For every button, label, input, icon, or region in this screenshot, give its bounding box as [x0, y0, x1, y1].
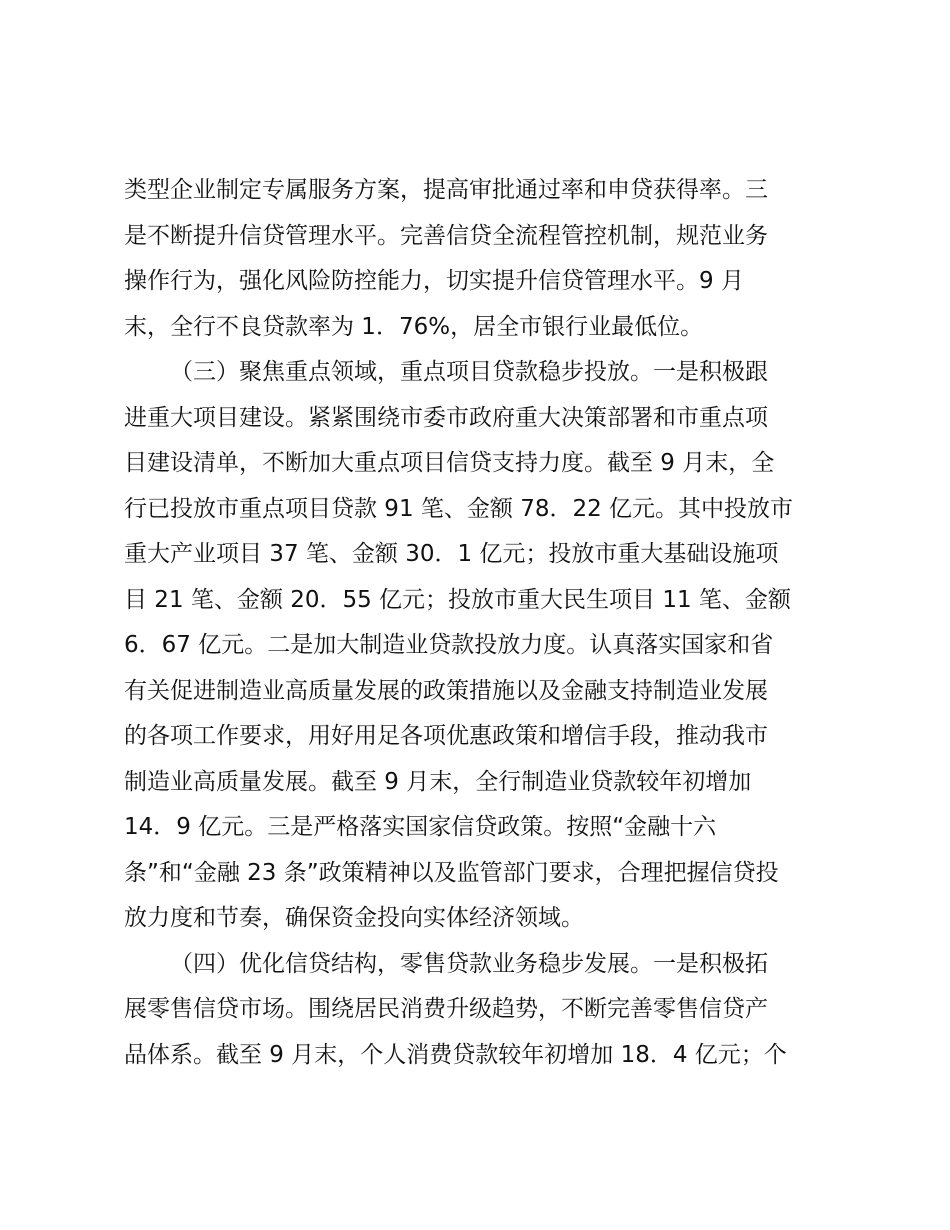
text-line: 条”和“金融 23 条”政策精神以及监管部门要求，合理把握信贷投	[124, 859, 779, 886]
text-line: 6．67 亿元。二是加大制造业贷款投放力度。认真落实国家和省	[124, 632, 774, 658]
text-line: 的各项工作要求，用好用足各项优惠政策和增信手段，推动我市	[124, 723, 768, 749]
text-line: 目 21 笔、金额 20．55 亿元；投放市重大民生项目 11 笔、金额	[124, 586, 791, 613]
text-line: 目建设清单，不断加大重点项目信贷支持力度。截至 9 月末，全	[124, 450, 775, 476]
text-line: 进重大项目建设。紧紧围绕市委市政府重大决策部署和市重点项	[124, 404, 768, 431]
text-line: 放力度和节奏，确保资金投向实体经济领域。	[124, 905, 584, 931]
text-line: 品体系。截至 9 月末，个人消费贷款较年初增加 18．4 亿元；个	[124, 1041, 787, 1068]
text-line: 制造业高质量发展。截至 9 月末，全行制造业贷款较年初增加	[124, 768, 752, 795]
text-line: 末，全行不良贷款率为 1．76%，居全市银行业最低位。	[124, 313, 704, 340]
document-body	[124, 168, 834, 1078]
text-line: 类型企业制定专属服务方案，提高审批通过率和申贷获得率。三	[124, 177, 768, 203]
text-line: 展零售信贷市场。围绕居民消费升级趋势，不断完善零售信贷产	[124, 996, 768, 1022]
text-line: 重大产业项目 37 笔、金额 30．1 亿元；投放市重大基础设施项	[124, 541, 779, 567]
section-heading-line: （四）优化信贷结构，零售贷款业务稳步发展。一是积极拓	[170, 950, 768, 977]
text-line: 是不断提升信贷管理水平。完善信贷全流程管控机制，规范业务	[124, 222, 768, 249]
text-line: 操作行为，强化风险防控能力，切实提升信贷管理水平。9 月	[124, 268, 744, 294]
text-line: 14．9 亿元。三是严格落实国家信贷政策。按照“金融十六	[124, 814, 717, 840]
text-line: 有关促进制造业高质量发展的政策措施以及金融支持制造业发展	[124, 677, 768, 704]
section-heading-line: （三）聚焦重点领域，重点项目贷款稳步投放。一是积极跟	[170, 359, 768, 385]
text-line: 行已投放市重点项目贷款 91 笔、金额 78．22 亿元。其中投放市	[124, 495, 794, 522]
